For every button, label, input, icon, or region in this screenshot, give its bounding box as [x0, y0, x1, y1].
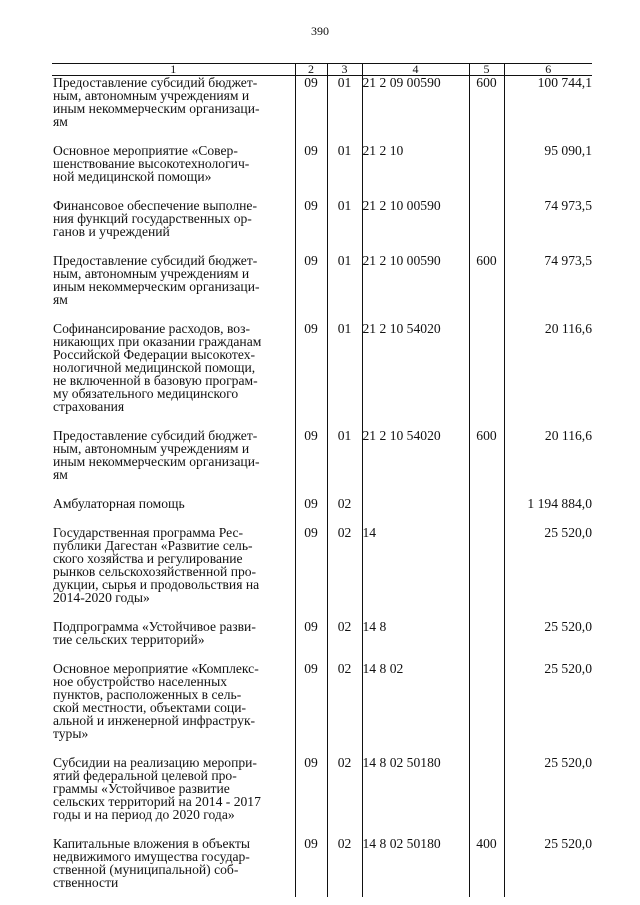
row-amount: 100 744,1: [504, 76, 592, 129]
page-number: 390: [311, 24, 329, 38]
row-name: Подпрограмма «Устойчивое разви- тие сельских территорий»: [53, 619, 256, 647]
table-row: [52, 837, 592, 889]
row-amount: 74 973,5: [504, 199, 592, 238]
row-expense-type: [469, 497, 504, 510]
row-name: Государственная программа Рес- публики Дагестан «Развитие сель- ского хозяйства и регулирование рынков сельскохозяйственной про- дукции, сырья и продовольствия на 2014-2020 годы»: [53, 525, 260, 605]
table-row: [52, 429, 592, 481]
row-amount: 20 116,6: [504, 322, 592, 413]
table-row: [52, 497, 592, 510]
table-row: [52, 322, 592, 413]
table-row: [52, 756, 592, 821]
row-spacer: [52, 481, 592, 497]
header-col-5: 5: [469, 64, 504, 76]
row-amount: 25 520,0: [504, 526, 592, 604]
header-col-3: 3: [327, 64, 362, 76]
row-target-code: 21 2 10 54020: [362, 429, 469, 481]
row-expense-type: [469, 144, 504, 183]
row-target-code: 14 8 02 50180: [362, 837, 469, 889]
row-spacer: [52, 183, 592, 199]
row-spacer: [52, 238, 592, 254]
row-subsection: 01: [327, 144, 362, 183]
row-amount: 20 116,6: [504, 429, 592, 481]
row-spacer: [52, 128, 592, 144]
row-amount: 25 520,0: [504, 756, 592, 821]
row-expense-type: [469, 756, 504, 821]
table-row: [52, 662, 592, 740]
table-row: [52, 254, 592, 306]
row-target-code: 21 2 10 00590: [362, 254, 469, 306]
row-subsection: 02: [327, 662, 362, 740]
row-subsection: 02: [327, 526, 362, 604]
table-body: [52, 76, 592, 898]
row-spacer: [52, 646, 592, 662]
row-name: Предоставление субсидий бюджет- ным, автономным учреждениям и иным некоммерческим организаци- ям: [53, 253, 260, 307]
table-row: [52, 620, 592, 646]
row-amount: 25 520,0: [504, 837, 592, 889]
row-subsection: 02: [327, 497, 362, 510]
row-section: 09: [295, 254, 327, 306]
row-expense-type: 600: [469, 76, 504, 129]
row-section: 09: [295, 199, 327, 238]
row-target-code: [362, 497, 469, 510]
header-col-2: 2: [295, 64, 327, 76]
row-expense-type: [469, 322, 504, 413]
row-section: 09: [295, 497, 327, 510]
row-subsection: 01: [327, 429, 362, 481]
row-subsection: 01: [327, 322, 362, 413]
row-spacer: [52, 889, 592, 897]
row-expense-type: 600: [469, 254, 504, 306]
row-name: Финансовое обеспечение выполне- ния функций государственных ор- ганов и учреждений: [53, 198, 257, 239]
row-section: 09: [295, 837, 327, 889]
row-subsection: 01: [327, 254, 362, 306]
row-spacer: [52, 821, 592, 837]
row-name: Основное мероприятие «Совер- шенствование высокотехнологич- ной медицинской помощи»: [53, 143, 250, 184]
row-name: Капитальные вложения в объекты недвижимого имущества государ- ственной (муниципальной) соб- ственности: [53, 836, 251, 890]
row-spacer: [52, 510, 592, 526]
row-expense-type: [469, 662, 504, 740]
header-col-4: 4: [362, 64, 469, 76]
row-subsection: 02: [327, 620, 362, 646]
row-section: 09: [295, 526, 327, 604]
row-name: Софинансирование расходов, воз- никающих при оказании гражданам Российской Федерации высокотех- нологичной медицинской помощи, не включенной в базовую програм- му обязательного медицинского страхования: [53, 321, 262, 414]
row-target-code: 14 8: [362, 620, 469, 646]
row-section: 09: [295, 76, 327, 129]
row-amount: 74 973,5: [504, 254, 592, 306]
row-target-code: 21 2 10 54020: [362, 322, 469, 413]
row-name: Предоставление субсидий бюджет- ным, автономным учреждениям и иным некоммерческим организаци- ям: [53, 428, 260, 482]
row-section: 09: [295, 756, 327, 821]
row-target-code: 14: [362, 526, 469, 604]
row-subsection: 01: [327, 199, 362, 238]
row-amount: 1 194 884,0: [504, 497, 592, 510]
row-subsection: 02: [327, 837, 362, 889]
row-section: 09: [295, 144, 327, 183]
row-expense-type: 400: [469, 837, 504, 889]
budget-table: [52, 63, 592, 897]
row-section: 09: [295, 429, 327, 481]
row-amount: 25 520,0: [504, 662, 592, 740]
row-amount: 25 520,0: [504, 620, 592, 646]
row-target-code: 14 8 02 50180: [362, 756, 469, 821]
row-section: 09: [295, 662, 327, 740]
table-row: [52, 526, 592, 604]
row-expense-type: [469, 620, 504, 646]
table-row: [52, 76, 592, 129]
row-expense-type: 600: [469, 429, 504, 481]
row-amount: 95 090,1: [504, 144, 592, 183]
row-target-code: 14 8 02: [362, 662, 469, 740]
row-target-code: 21 2 10 00590: [362, 199, 469, 238]
row-spacer: [52, 413, 592, 429]
row-subsection: 01: [327, 76, 362, 129]
row-target-code: 21 2 10: [362, 144, 469, 183]
row-spacer: [52, 306, 592, 322]
table-row: [52, 199, 592, 238]
row-name: Предоставление субсидий бюджет- ным, автономным учреждениям и иным некоммерческим организаци- ям: [53, 75, 260, 129]
row-spacer: [52, 740, 592, 756]
row-subsection: 02: [327, 756, 362, 821]
row-name: Субсидии на реализацию меропри- ятий федеральной целевой про- граммы «Устойчивое развитие сельских территорий на 2014 - 2017 годы и на период до 2020 года»: [53, 755, 261, 822]
row-spacer: [52, 604, 592, 620]
table-row: [52, 144, 592, 183]
row-name: Основное мероприятие «Комплекс- ное обустройство населенных пунктов, расположенных в сель- ской местности, объектами соци- альной и инженерной инфраструк- туры»: [53, 661, 259, 741]
header-col-1: 1: [52, 64, 295, 76]
header-row: [52, 64, 592, 76]
row-name: Амбулаторная помощь: [53, 496, 185, 511]
row-target-code: 21 2 09 00590: [362, 76, 469, 129]
row-expense-type: [469, 526, 504, 604]
row-section: 09: [295, 620, 327, 646]
row-expense-type: [469, 199, 504, 238]
header-col-6: 6: [504, 64, 592, 76]
row-section: 09: [295, 322, 327, 413]
